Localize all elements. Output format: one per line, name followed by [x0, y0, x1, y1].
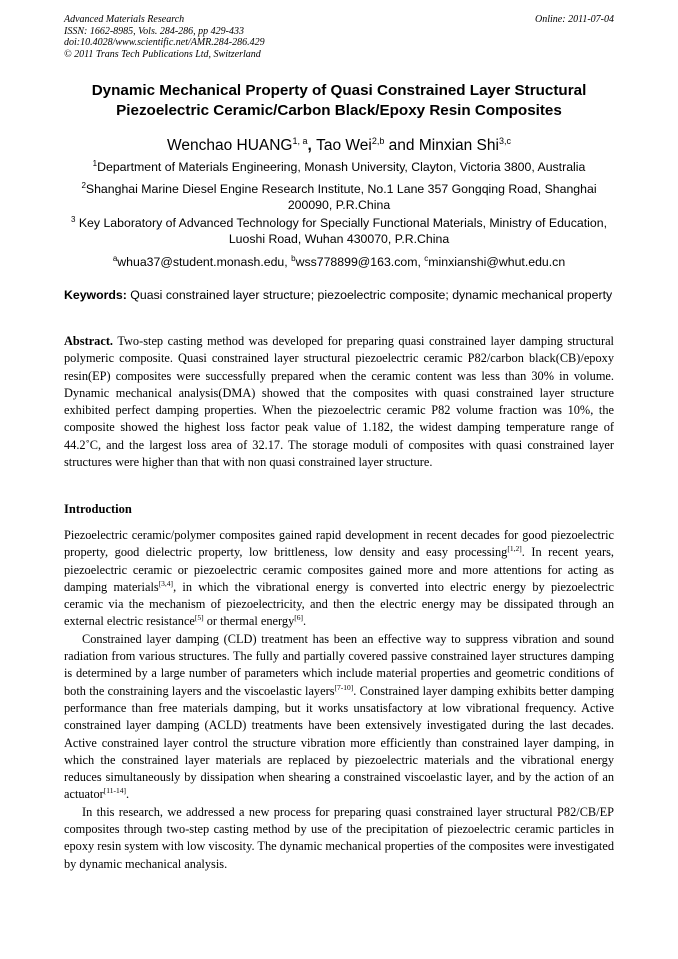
author-affiliation-mark: 1, a [292, 136, 308, 146]
keywords-text: Quasi constrained layer structure; piezoelectric composite; dynamic mechanical property [126, 288, 613, 302]
affiliation-text: Key Laboratory of Advanced Technology for Specially Functional Materials, Ministry of Education, Luoshi Road, Wuhan 430070, P.R.China [75, 216, 607, 247]
citation-ref: [11-14] [103, 786, 126, 796]
paragraph-text: . [303, 614, 307, 629]
author-name: Wenchao HUANG [167, 137, 293, 155]
doi-line: doi:10.4028/www.scientific.net/AMR.284-286.429 [64, 37, 265, 48]
author-name: Minxian Shi [418, 137, 499, 155]
paragraph-text: , in which the vibrational energy is converted into electric energy by piezoelectric ceramic via the mechanism of piezoelectricity, and then the electric energy may be dissipated through an external electric resistance [64, 579, 614, 629]
introduction-body [64, 527, 614, 873]
author-affiliation-mark: 2,b [371, 136, 385, 146]
email-mark: a [112, 254, 118, 263]
citation-ref: [1,2] [507, 544, 522, 554]
body-paragraph [64, 631, 614, 804]
author-separator: , [307, 137, 317, 155]
paragraph-text: . [125, 787, 130, 802]
issn-line: ISSN: 1662-8985, Vols. 284-286, pp 429-433 [64, 25, 244, 37]
email-address: minxianshi@whut.edu.cn [428, 255, 566, 270]
paragraph-text: Piezoelectric ceramic/polymer composites gained rapid development in recent decades for good piezoelectric property, good dielectric property, low brittleness, low density and easy processing [64, 528, 614, 560]
title-line-1: Dynamic Mechanical Property of Quasi Constrained Layer Structural [91, 82, 587, 99]
paragraph-text: or thermal energy [203, 614, 295, 629]
author-list [64, 131, 614, 156]
abstract-text: Two-step casting method was developed for preparing quasi constrained layer damping structural polymeric composite. Quasi constrained layer structural piezoelectric ceramic P82/carbon black(CB)/epoxy resin(EP) composites were successfully prepared when the ceramic content was less than 30% in volume. Dynamic mechanical analysis(DMA) showed that the composites with quasi constrained layer structure exhibited perfect damping properties. When the piezoelectric ceramic P82 volume fraction was 10%, the composite showed the highest loss factor peak value of 1.182, the widest damping temperature range of 44.2˚C, and the largest loss area of 32.17. The storage moduli of composites with quasi constrained layer structures were higher than that with non quasi constrained layer structure. [64, 334, 614, 470]
paragraph-text: . In recent years, piezoelectric ceramic or piezoelectric ceramic composites gained more and more attentions for acting as damping materials [64, 545, 614, 594]
citation-ref: [6] [294, 613, 304, 623]
affiliation-3 [64, 212, 614, 247]
keywords [64, 287, 614, 303]
citation-ref: [7-10] [334, 682, 354, 692]
affiliation-mark: 2 [81, 181, 86, 190]
author-affiliation-mark: 3,c [498, 136, 511, 146]
keywords-label: Keywords: [64, 288, 127, 302]
running-header [64, 14, 614, 60]
affiliation-mark: 3 [70, 215, 76, 224]
online-date: Online: 2011-07-04 [535, 14, 614, 25]
copyright-line: © 2011 Trans Tech Publications Ltd, Switzerland [64, 48, 261, 60]
affiliation-1 [64, 156, 614, 175]
abstract-label: Abstract. [64, 334, 114, 348]
email-list: $^a$whua37@student.monash.edu, $^b$wss778899@163.com, $^c$minxianshi@whut.edu.cn [112, 254, 566, 270]
author-separator: and [384, 137, 419, 155]
paper-title [64, 81, 614, 121]
author-name: Tao Wei [316, 137, 372, 155]
affiliation-text: Department of Materials Engineering, Monash University, Clayton, Victoria 3800, Australia [97, 160, 586, 175]
citation-ref: [5] [194, 613, 204, 623]
paragraph-text: In this research, we addressed a new process for preparing quasi constrained layer structural P82/CB/EP composites through two-step casting method by use of the precipitation of piezoelectric ceramic particles in epoxy resin system with low viscosity. The dynamic mechanical properties of the composites were investigated by dynamic mechanical analysis. [64, 804, 614, 871]
email-address: wss778899@163.com [295, 255, 418, 270]
email-mark: b [291, 254, 296, 263]
title-line-2: Piezoelectric Ceramic/Carbon Black/Epoxy Resin Composites [116, 102, 562, 119]
journal-name: Advanced Materials Research [64, 14, 185, 25]
email-mark: c [424, 254, 429, 263]
abstract [64, 333, 614, 471]
affiliation-text: Shanghai Marine Diesel Engine Research Institute, No.1 Lane 357 Gongqing Road, Shanghai 200090, P.R.China [85, 182, 597, 213]
affiliation-mark: 1 [92, 159, 98, 168]
body-paragraph [64, 527, 614, 631]
paragraph-text: . Constrained layer damping exhibits better damping performance than free materials damping, but it works unsatisfactory at low vibrational frequency. Active constrained layer damping (ACLD) treatments have been extensively investigated during the last decades. Active constrained layer control the structure vibration more efficiently than constrained layer damping, in which the constrained layer materials are replaced by piezoelectric materials and the vibrational energy reduces simultaneously by dissipation when shearing a constrained viscoelastic layer, and by the action of an actuator [64, 683, 614, 802]
body-paragraph [64, 804, 614, 873]
affiliation-2 [64, 178, 614, 213]
section-heading: Introduction [64, 502, 132, 516]
citation-ref: [3,4] [158, 578, 174, 588]
paragraph-text: Constrained layer damping (CLD) treatment has been an effective way to suppress vibration and sound radiation from various structures. The fully and partially covered passive constrained layer structures damping is determined by a large number of parameters which include material properties and geometric conditions of both the constraining layers and the viscoelastic layers [64, 631, 614, 698]
email-address: whua37@student.monash.edu [117, 255, 285, 270]
